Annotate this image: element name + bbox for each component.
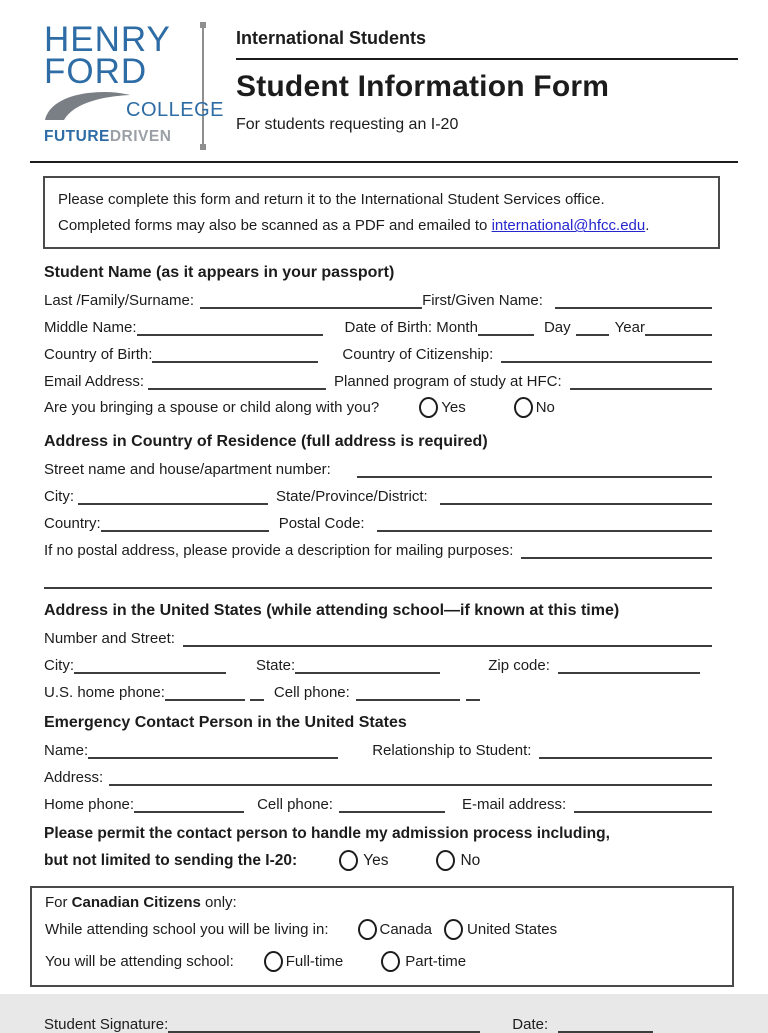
dob-year-label: Year	[614, 318, 645, 336]
residence-state-label: State/Province/District:	[276, 487, 428, 505]
title-block	[236, 24, 738, 134]
no-postal-field[interactable]	[521, 544, 712, 559]
emergency-name-field[interactable]	[88, 744, 338, 759]
no-postal-field-line2[interactable]	[44, 568, 712, 589]
attending-parttime-radio[interactable]	[381, 951, 400, 972]
permission-yes-radio[interactable]	[339, 850, 358, 871]
section-heading-emergency: Emergency Contact Person in the United States	[44, 713, 407, 731]
attending-fulltime-radio[interactable]	[264, 951, 283, 972]
form-category: International Students	[236, 28, 427, 48]
section-heading-us-address: Address in the United States (while attending school—if known at this time)	[44, 601, 620, 619]
country-of-birth-label: Country of Birth:	[44, 345, 153, 363]
permission-line-1: Please permit the contact person to handle my admission process including,	[44, 824, 610, 842]
residence-country-label: Country:	[44, 514, 101, 532]
signature-field[interactable]	[168, 1018, 480, 1033]
dob-month-label: Date of Birth: Month	[344, 318, 478, 336]
spouse-yes-radio[interactable]	[419, 397, 438, 418]
first-name-field[interactable]	[555, 294, 712, 309]
college-logo	[44, 20, 224, 146]
residence-city-row	[44, 484, 712, 505]
permission-no-label: No	[460, 851, 481, 869]
email-link[interactable]: international@hfcc.edu	[491, 217, 646, 235]
permission-line-2-row	[44, 848, 712, 874]
us-home-phone-label: U.S. home phone:	[44, 683, 165, 701]
us-street-row	[44, 626, 712, 647]
emergency-cell-phone-label: Cell phone:	[257, 795, 333, 813]
residence-street-field[interactable]	[357, 463, 712, 478]
canadian-attending-row	[45, 948, 719, 975]
emergency-name-label: Name:	[44, 741, 89, 759]
living-us-label: United States	[467, 920, 558, 938]
canadian-living-row	[45, 916, 719, 943]
permission-no-radio[interactable]	[436, 850, 455, 871]
form-body	[30, 264, 738, 874]
us-cell-phone-label: Cell phone:	[273, 683, 350, 701]
us-cell-phone-field[interactable]	[356, 686, 460, 701]
date-label: Date:	[512, 1015, 549, 1033]
attending-fulltime-label: Full-time	[285, 952, 344, 970]
dob-day-label: Day	[543, 318, 571, 336]
signature-row	[44, 1012, 712, 1033]
dob-year-field[interactable]	[645, 321, 712, 336]
emergency-email-label: E-mail address:	[461, 795, 567, 813]
citizenship-label: Country of Citizenship:	[342, 345, 494, 363]
dob-month-field[interactable]	[478, 321, 534, 336]
us-zip-label: Zip code:	[488, 656, 550, 674]
notice-line-2-prefix: Completed forms may also be scanned as a PDF and emailed to	[58, 217, 492, 235]
email-program-row	[44, 369, 712, 390]
canadian-intro-suffix: only:	[200, 893, 237, 911]
notice-line-1: Please complete this form and return it to the International Student Services office.	[58, 191, 605, 208]
middle-name-field[interactable]	[137, 321, 323, 336]
emergency-address-row	[44, 765, 712, 786]
us-state-field[interactable]	[295, 659, 440, 674]
us-street-label: Number and Street:	[44, 629, 175, 647]
spouse-no-radio[interactable]	[514, 397, 533, 418]
emergency-address-field[interactable]	[109, 771, 712, 786]
residence-street-row	[44, 457, 712, 478]
living-canada-label: Canada	[379, 920, 433, 938]
logo-tagline-driven: DRIVEN	[109, 128, 172, 146]
us-city-label: City:	[44, 656, 74, 674]
date-field[interactable]	[558, 1018, 653, 1033]
emergency-address-label: Address:	[44, 768, 104, 786]
us-street-field[interactable]	[183, 632, 712, 647]
us-city-state-zip-row	[44, 653, 712, 674]
emergency-cell-phone-field[interactable]	[339, 798, 445, 813]
living-us-radio[interactable]	[444, 919, 463, 940]
first-name-label: First/Given Name:	[422, 291, 543, 309]
relationship-label: Relationship to Student:	[372, 741, 532, 759]
logo-swoosh-graphic	[44, 90, 130, 120]
birth-citizenship-row	[44, 342, 712, 363]
canadian-intro	[45, 894, 719, 911]
middle-name-label: Middle Name:	[44, 318, 137, 336]
us-home-phone-field[interactable]	[165, 686, 245, 701]
spouse-question-row	[44, 395, 712, 420]
section-heading-student-name: Student Name (as it appears in your passport)	[44, 263, 395, 281]
email-address-field[interactable]	[148, 375, 326, 390]
page-subtitle: For students requesting an I-20	[236, 116, 459, 133]
notice-line-2	[58, 214, 705, 237]
signature-label: Student Signature:	[44, 1015, 169, 1033]
name-row	[44, 288, 712, 309]
emergency-email-field[interactable]	[574, 798, 712, 813]
permission-yes-label: Yes	[363, 851, 389, 869]
logo-word-henry: HENRY	[44, 20, 171, 59]
header	[30, 20, 738, 148]
no-postal-label: If no postal address, please provide a description for mailing purposes:	[44, 541, 514, 559]
citizenship-field[interactable]	[501, 348, 712, 363]
residence-postal-label: Postal Code:	[278, 514, 365, 532]
spouse-no-label: No	[535, 398, 555, 416]
relationship-field[interactable]	[539, 744, 712, 759]
residence-city-label: City:	[44, 487, 74, 505]
residence-postal-field[interactable]	[377, 517, 712, 532]
residence-country-field[interactable]	[101, 517, 269, 532]
vertical-divider	[202, 24, 204, 148]
program-field[interactable]	[570, 375, 712, 390]
residence-street-label: Street name and house/apartment number:	[44, 460, 331, 478]
notice-line-2-suffix: .	[645, 217, 650, 235]
emergency-home-phone-field[interactable]	[134, 798, 244, 813]
page-title: Student Information Form	[236, 70, 610, 103]
residence-city-field[interactable]	[78, 490, 268, 505]
notice-box	[43, 176, 720, 249]
logo-tagline-future: FUTURE	[44, 128, 110, 146]
logo-tagline	[44, 129, 176, 145]
permission-statement	[44, 823, 712, 874]
spouse-question-label: Are you bringing a spouse or child along with you?	[44, 398, 380, 416]
residence-country-row	[44, 511, 712, 532]
country-of-birth-field[interactable]	[152, 348, 318, 363]
us-state-label: State:	[256, 656, 296, 674]
emergency-home-phone-label: Home phone:	[44, 795, 135, 813]
email-address-label: Email Address:	[44, 372, 145, 390]
emergency-name-row	[44, 738, 712, 759]
emergency-phones-row	[44, 792, 712, 813]
program-label: Planned program of study at HFC:	[334, 372, 562, 390]
canadian-living-label: While attending school you will be living in:	[45, 920, 329, 938]
canadian-attending-label: You will be attending school:	[45, 952, 234, 970]
attending-parttime-label: Part-time	[405, 952, 467, 970]
us-zip-field[interactable]	[558, 659, 700, 674]
canadian-intro-prefix: For	[45, 893, 72, 911]
us-cell-phone-field-ext[interactable]	[466, 686, 480, 701]
dob-day-field[interactable]	[576, 321, 609, 336]
permission-line-2: but not limited to sending the I-20:	[44, 851, 298, 869]
title-divider	[236, 58, 738, 60]
middle-dob-row	[44, 315, 712, 336]
spouse-yes-label: Yes	[441, 398, 466, 416]
canadian-intro-bold: Canadian Citizens	[71, 893, 201, 911]
living-canada-radio[interactable]	[358, 919, 377, 940]
logo-word-college: COLLEGE	[126, 99, 224, 122]
no-postal-row	[44, 538, 712, 559]
last-name-field[interactable]	[200, 294, 422, 309]
residence-state-field[interactable]	[440, 490, 712, 505]
last-name-label: Last /Family/Surname:	[44, 291, 195, 309]
us-phones-row	[44, 680, 712, 701]
section-heading-residence: Address in Country of Residence (full address is required)	[44, 432, 488, 450]
canadian-citizens-box	[30, 886, 734, 987]
logo-word-ford: FORD	[44, 52, 148, 92]
us-home-phone-field-ext[interactable]	[250, 686, 264, 701]
header-divider	[30, 161, 738, 163]
us-city-field[interactable]	[74, 659, 226, 674]
